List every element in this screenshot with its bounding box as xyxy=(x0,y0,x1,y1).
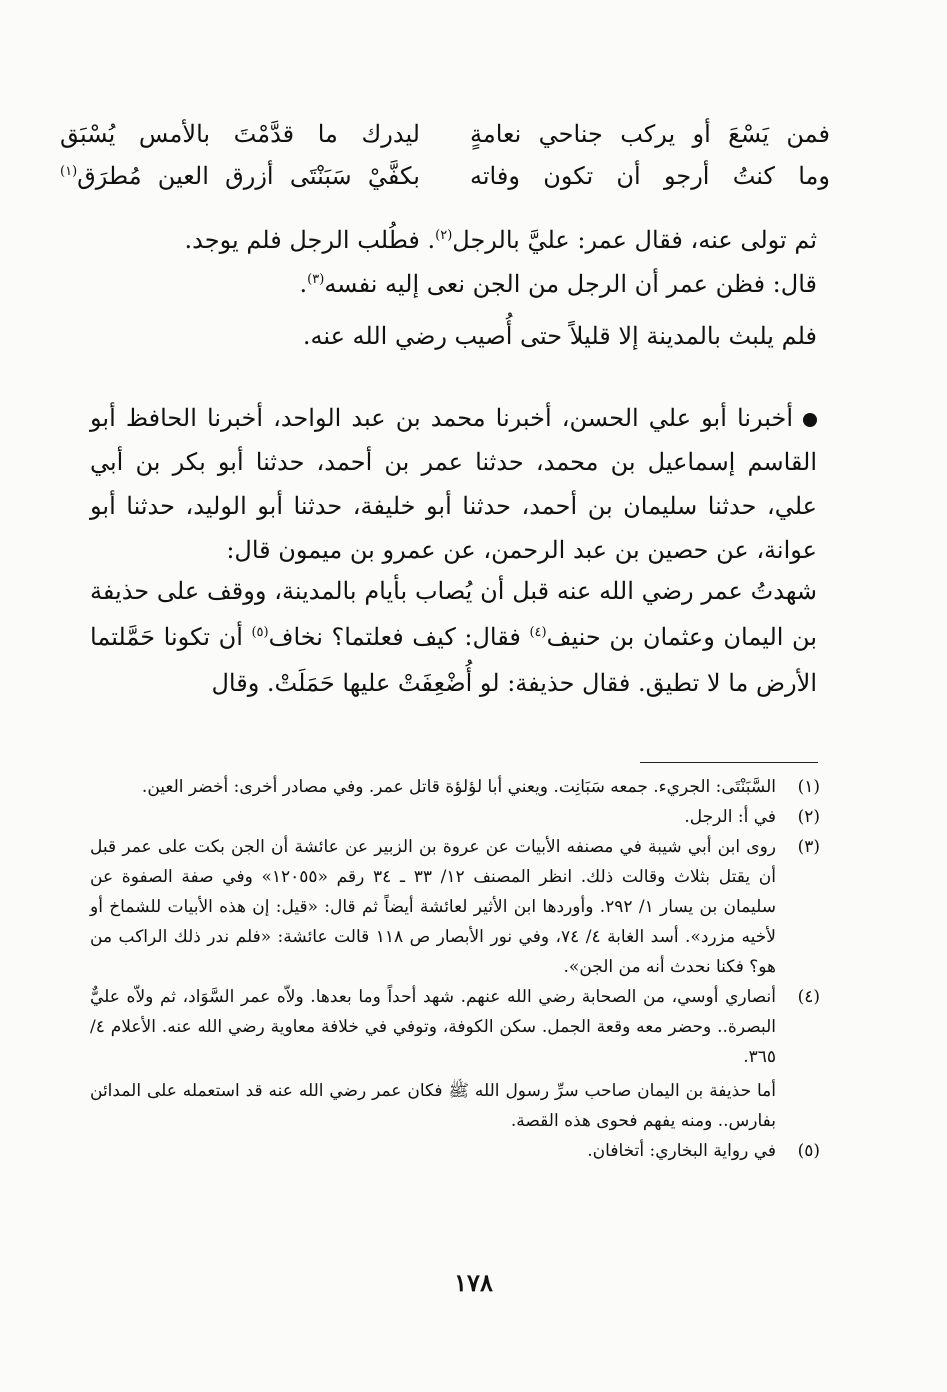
footnote xyxy=(90,772,820,802)
verse-second-hemistich xyxy=(60,162,420,190)
footnote-marker: (٣) xyxy=(307,272,325,287)
narrative-block-3 xyxy=(90,568,817,706)
footnote-marker: (٤) xyxy=(529,625,547,640)
isnad-paragraph xyxy=(90,396,817,572)
narrative-block-2 xyxy=(90,396,817,572)
footnote-number: (٢) xyxy=(797,807,820,827)
bullet-icon xyxy=(803,413,817,427)
narrative-block-1 xyxy=(90,218,817,358)
footnote xyxy=(90,802,820,832)
footnote xyxy=(90,1136,820,1166)
footnote-text: في أ: الرجل. xyxy=(684,807,776,827)
footnote-number: (٤) xyxy=(797,987,820,1007)
body-line xyxy=(90,262,817,306)
body-text: أن تكونا حَمَّلتما الأرض ما لا تطيق. فقال حذيفة: لو أُضْعِفَتْ عليها حَمَلَتْ. وقال xyxy=(90,623,817,697)
footnote-number: (٥) xyxy=(797,1141,820,1161)
verse-first-hemistich: وما كنتُ أرجو أن تكون وفاته xyxy=(470,162,830,190)
body-text: ثم تولى عنه، فقال عمر: عليَّ بالرجل xyxy=(452,226,817,254)
footnote-divider xyxy=(640,762,818,763)
poem-verse xyxy=(60,120,830,162)
verse-first-hemistich: فمن يَسْعَ أو يركب جناحي نعامةٍ xyxy=(470,120,830,148)
footnote-number: (١) xyxy=(797,777,820,797)
body-line xyxy=(90,218,817,262)
footnote-text: روى ابن أبي شيبة في مصنفه الأبيات عن عروة بن الزبير عن عائشة أن الجن بكت على عمر قبل أن يقتل بثلاث وقالت ذلك. انظر المصنف ١٢/ ٣٣ ـ ٣٤ رقم «١٢٠٥٥» وفي صفة الصفوة عن سليمان بن يسار ١/ ٢٩٢. وأوردها ابن الأثير لعائشة أيضاً ثم قال: «قيل: إن هذه الأبيات للشماخ أو لأخيه مزرد». أسد الغابة ٤/ ٧٤، وفي نور الأبصار ص ١١٨ قالت عائشة: «فلم ندر ذلك الراكب من هو؟ فكنا نحدث أنه من الجن». xyxy=(90,837,776,977)
poem xyxy=(60,120,830,204)
footnote-text: أنصاري أوسي، من الصحابة رضي الله عنهم. شهد أحداً وما بعدها. ولاّه عمر السَّوَاد، ثم ولاّه عليٌّ البصرة.. وحضر معه وقعة الجمل. سكن الكوفة، وتوفي في خلافة معاوية رضي الله عنه. الأعلام ٤/ ٣٦٥. xyxy=(90,987,776,1067)
body-line: فلم يلبث بالمدينة إلا قليلاً حتى أُصيب رضي الله عنه. xyxy=(302,322,817,350)
verse-text: بكفَّيْ سَبَنْتَى أزرق العين مُطرَق xyxy=(77,162,420,190)
body-paragraph xyxy=(90,568,817,706)
footnote-marker: (١) xyxy=(60,164,78,179)
footnote-text: في رواية البخاري: أتخافان. xyxy=(587,1141,776,1161)
page-number: ١٧٨ xyxy=(454,1268,493,1297)
body-text: شهدتُ عمر رضي الله عنه قبل أن يُصاب بأيام بالمدينة، ووقف على حذيفة بن اليمان وعثمان بن حنيف xyxy=(90,577,818,651)
body-text: . xyxy=(299,270,308,298)
footnote-text: السَّبَنْتَى: الجريء. جمعه سَبَانِت. ويعني أبا لؤلؤة قاتل عمر. وفي مصادر أخرى: أخضر العين. xyxy=(141,777,776,797)
footnotes xyxy=(90,772,820,1166)
body-text: فقال: كيف فعلتما؟ نخاف xyxy=(268,623,530,651)
footnote-continuation: أما حذيفة بن اليمان صاحب سرِّ رسول الله ﷺ فكان عمر رضي الله عنه قد استعمله على المدائن بفارس.. ومنه يفهم فحوى هذه القصة. xyxy=(90,1081,776,1131)
body-text: قال: فظن عمر أن الرجل من الجن نعى إليه نفسه xyxy=(324,270,817,298)
body-text: . فطُلب الرجل فلم يوجد. xyxy=(184,226,436,254)
body-text: أخبرنا أبو علي الحسن، أخبرنا محمد بن عبد الواحد، أخبرنا الحافظ أبو القاسم إسماعيل بن محمد، حدثنا عمر بن أحمد، حدثنا أبو بكر بن أبي علي، حدثنا سليمان بن أحمد، حدثنا أبو خليفة، حدثنا أبو الوليد، حدثنا أبو عوانة، عن حصين بن عبد الرحمن، عن عمرو بن ميمون قال: xyxy=(90,404,817,564)
footnote xyxy=(90,832,820,982)
footnote xyxy=(90,982,820,1072)
verse-second-hemistich: ليدرك ما قدَّمْتَ بالأمس يُسْبَق xyxy=(60,120,420,148)
footnote-marker: (٥) xyxy=(251,625,269,640)
footnote-marker: (٢) xyxy=(435,228,453,243)
poem-verse xyxy=(60,162,830,204)
footnote-number: (٣) xyxy=(797,837,820,857)
